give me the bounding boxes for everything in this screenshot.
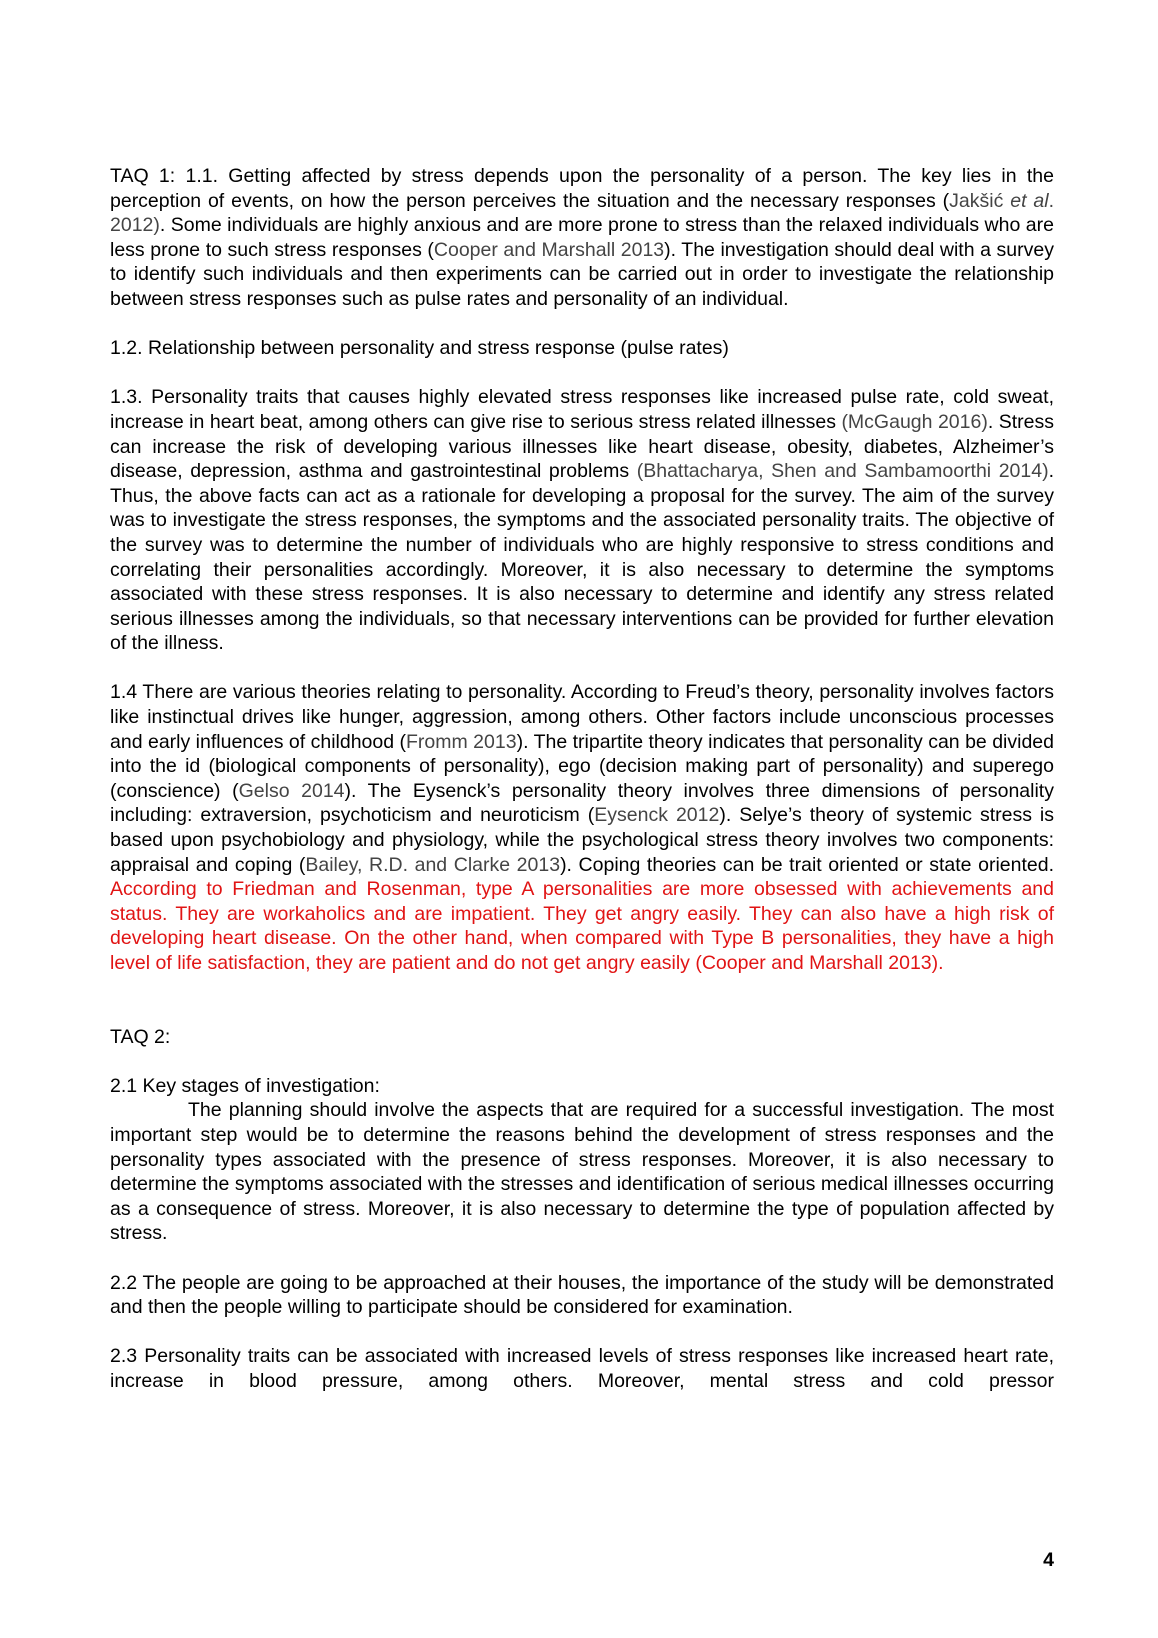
citation: Cooper and Marshall 2013 [433, 238, 665, 261]
citation: (Bhattacharya, Shen and Sambamoorthi 2014) [636, 460, 1049, 483]
paragraph-1-4: 1.4 There are various theories relating to personality. According to Freud’s theory, personality involves factors like instinctual drives like hunger, aggression, among others. Other factors include unconscious processes and early influences of childhood (Fromm 2013). The tripartite theory indicates that personality can be divided into the id (biological components of personality), ego (decision making part of personality) and superego (conscience) (Gelso 2014). The Eysenck’s personality theory involves three dimensions of personality including: extraversion, psychoticism and neuroticism (Eysenck 2012). Selye’s theory of systemic stress is based upon psychobiology and physiology, while the psychological stress theory involves two components: appraisal and coping (Bailey, R.D. and Clarke 2013). Coping theories can be trait oriented or state oriented. According to Friedman and Rosenman, type A personalities are more obsessed with achievements and status. They are workaholics and are impatient. They get angry easily. They can also have a high risk of developing heart disease. On the other hand, when compared with Type B personalities, they have a high level of life satisfaction, they are patient and do not get angry easily (Cooper and Marshall 2013). [110, 681, 1055, 974]
paragraph-2-3: 2.3 Personality traits can be associated with increased levels of stress responses like increased heart rate, increase in blood pressure, among others. Moreover, mental stress and cold pressor [110, 1345, 1054, 1392]
citation: Gelso 2014 [238, 779, 345, 802]
document-page [110, 164, 1054, 1394]
paragraph-2-2: 2.2 The people are going to be approached at their houses, the importance of the study will be demonstrated and then the people willing to participate should be considered for examination. [110, 1271, 1054, 1319]
citation: Fromm 2013 [406, 730, 517, 753]
paragraph-2-1: The planning should involve the aspects that are required for a successful investigation. The most important step would be to determine the reasons behind the development of stress responses and the personality types associated with the presence of stress responses. Moreover, it is also necessary to determine the symptoms associated with the stresses and identification of serious medical illnesses occurring as a consequence of stress. Moreover, it is also necessary to determine the type of population affected by stress. [110, 1099, 1054, 1245]
paragraph-1-1: TAQ 1: 1.1. Getting affected by stress depends upon the personality of a person. The key lies in the perception of events, on how the person perceives the situation and the necessary responses (Jakšić et al. 2012). Some individuals are highly anxious and are more prone to stress than the relaxed individuals who are less prone to such stress responses (Cooper and Marshall 2013). The investigation should deal with a survey to identify such individuals and then experiments can be carried out in order to investigate the relationship between stress responses such as pulse rates and personality of an individual. [110, 165, 1054, 310]
citation: . 2012) [110, 189, 1054, 237]
taq2-heading: TAQ 2: [110, 1025, 171, 1048]
citation-italic: et al [1010, 189, 1049, 212]
paragraph-1-3: 1.3. Personality traits that causes highly elevated stress responses like increased pulse rate, cold sweat, increase in heart beat, among others can give rise to serious stress related illnesses (McGaugh 2016). Stress can increase the risk of developing various illnesses like heart disease, obesity, diabetes, Alzheimer’s disease, depression, asthma and gastrointestinal problems (Bhattacharya, Shen and Sambamoorthi 2014). Thus, the above facts can act as a rationale for developing a proposal for the survey. The aim of the survey was to investigate the stress responses, the symptoms and the associated personality traits. The objective of the survey was to determine the number of individuals who are highly responsive to stress conditions and correlating their personalities accordingly. Moreover, it is also necessary to determine the symptoms associated with these stress responses. It is also necessary to determine and identify any stress related serious illnesses among the individuals, so that necessary interventions can be provided for further elevation of the illness. [110, 386, 1054, 655]
highlighted-red-text: According to Friedman and Rosenman, type A personalities are more obsessed with achievements and status. They are workaholics and are impatient. They get angry easily. They can also have a high risk of developing heart disease. On the other hand, when compared with Type B personalities, they have a high level of life satisfaction, they are patient and do not get angry easily (Cooper and Marshall 2013). [110, 878, 1054, 974]
citation: Eysenck 2012 [594, 804, 720, 827]
section-2-1-heading: 2.1 Key stages of investigation: [110, 1074, 380, 1097]
paragraph-1-2: 1.2. Relationship between personality and stress response (pulse rates) [110, 337, 729, 360]
citation: (McGaugh 2016) [841, 410, 988, 433]
page-number: 4 [1043, 1549, 1054, 1571]
citation: Jakšić [949, 189, 1011, 212]
citation: Bailey, R.D. and Clarke 2013 [305, 853, 561, 876]
